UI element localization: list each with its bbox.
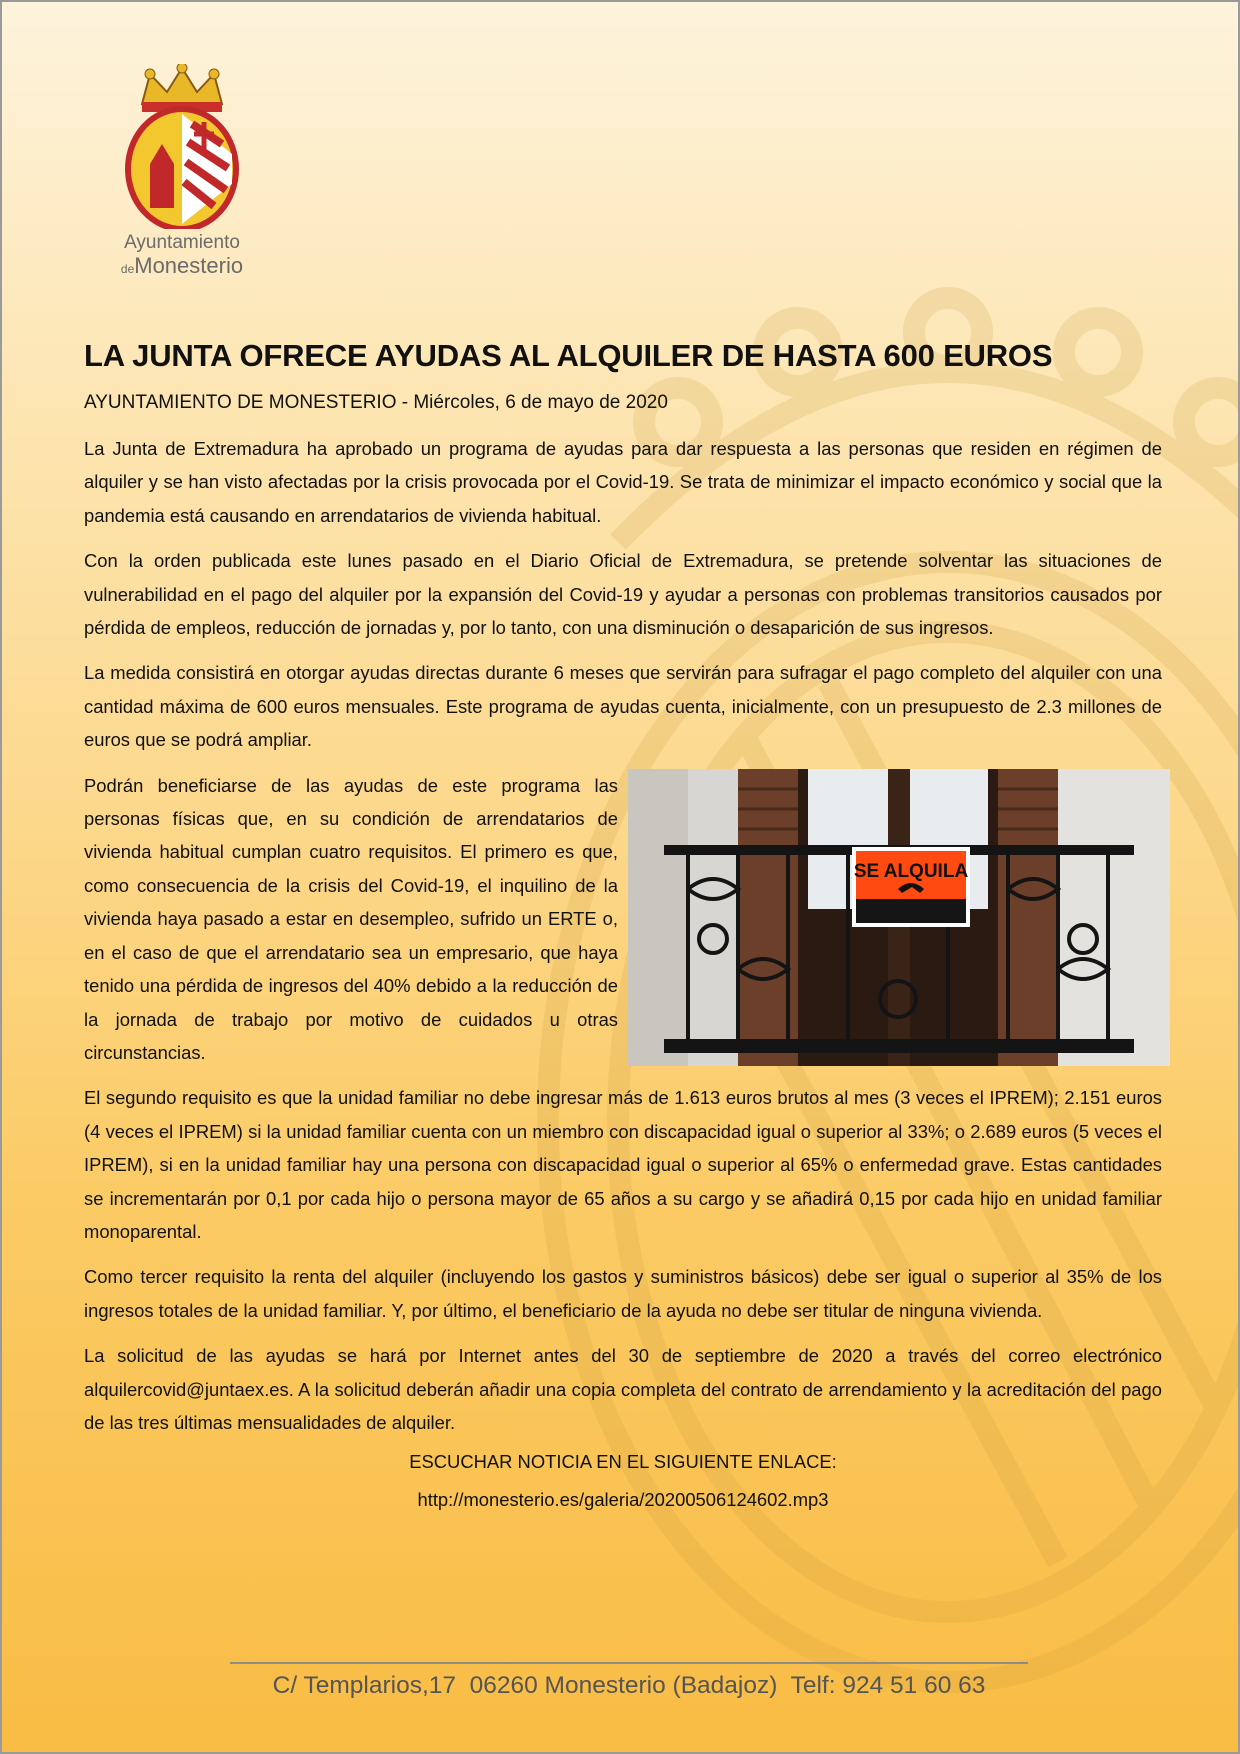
- article-paragraph-5: El segundo requisito es que la unidad familiar no debe ingresar más de 1.613 euros brutos al mes (3 veces el IPREM); 2.151 euros (4 veces el IPREM) si la unidad familiar cuenta con un miembro con discapacidad igual o superior al 33%; o 2.689 euros (5 veces el IPREM), si en la unidad familiar hay una persona con discapacidad igual o superior al 65% o enfermedad grave. Estas cantidades se incrementarán por 0,1 por cada hijo o persona mayor de 65 años a su cargo y se añadirá 0,15 por cada hijo en unidad familiar monoparental.: [84, 1087, 1162, 1242]
- article-paragraph-3: La medida consistirá en otorgar ayudas directas durante 6 meses que servirán para sufragar el pago completo del alquiler con una cantidad máxima de 600 euros mensuales. Este programa de ayudas cuenta, inicialmente, con un presupuesto de 2.3 millones de euros que se podrá ampliar.: [84, 662, 1162, 751]
- article-title: LA JUNTA OFRECE AYUDAS AL ALQUILER DE HASTA 600 EUROS: [84, 338, 1053, 373]
- article: [84, 338, 1162, 1527]
- article-paragraph-6: Como tercer requisito la renta del alquiler (incluyendo los gastos y suministros básicos) debe ser igual o superior al 35% de los ingresos totales de la unidad familiar. Y, por último, el beneficiario de la ayuda no debe ser titular de ninguna vivienda.: [84, 1266, 1162, 1321]
- balcony-photo-image: [628, 769, 1170, 1066]
- balcony-photo: [628, 769, 1170, 1066]
- article-paragraph-2: Con la orden publicada este lunes pasado en el Diario Oficial de Extremadura, se pretende solventar las situaciones de vulnerabilidad en el pago del alquiler por la expansión del Covid-19 y ayudar a personas con problemas transitorios causados por pérdida de empleos, reducción de jornadas y, por lo tanto, con una disminución o desaparición de sus ingresos.: [84, 550, 1162, 639]
- listen-label: ESCUCHAR NOTICIA EN EL SIGUIENTE ENLACE:: [409, 1451, 837, 1473]
- logo-text-town: Monesterio: [134, 252, 244, 278]
- article-paragraph-7: La solicitud de las ayudas se hará por Internet antes del 30 de septiembre de 2020 a través del correo electrónico alquilercovid@juntaex.es. A la solicitud deberán añadir una copia completa del contrato de arrendamiento y la acreditación del pago de las tres últimas mensualidades de alquiler.: [84, 1345, 1162, 1433]
- audio-link[interactable]: http://monesterio.es/galeria/20200506124602.mp3: [417, 1489, 829, 1511]
- logo-text-line2: [102, 254, 262, 277]
- coat-of-arms-icon: [122, 64, 242, 229]
- article-paragraph-4: Podrán beneficiarse de las ayudas de este programa las personas físicas que, en su condición de arrendatarios de vivienda habitual cumplan cuatro requisitos. El primero es que, como consecuencia de la crisis del Covid-19, el inquilino de la vivienda haya pasado a estar en desempleo, sufrido un ERTE o, en el caso de que el arrendatario sea un empresario, que haya tenido una pérdida de ingresos del 40% debido a la reducción de la jornada de trabajo por motivo de cuidados u otras circunstancias.: [84, 774, 618, 1063]
- article-byline: AYUNTAMIENTO DE MONESTERIO - Miércoles, 6 de mayo de 2020: [84, 392, 668, 413]
- logo-text-prefix: de: [120, 261, 135, 276]
- municipal-logo: [102, 64, 262, 277]
- for-rent-sign-text: SE ALQUILA: [853, 860, 969, 882]
- logo-text-line1: Ayuntamiento: [124, 232, 240, 253]
- article-paragraph-1: La Junta de Extremadura ha aprobado un programa de ayudas para dar respuesta a las personas que residen en régimen de alquiler y se han visto afectadas por la crisis provocada por el Covid-19. Se trata de minimizar el impacto económico y social que la pandemia está causando en arrendatarios de vivienda habitual.: [84, 438, 1162, 526]
- footer-address: C/ Templarios,17 06260 Monesterio (Badajoz) Telf: 924 51 60 63: [230, 1662, 1028, 1700]
